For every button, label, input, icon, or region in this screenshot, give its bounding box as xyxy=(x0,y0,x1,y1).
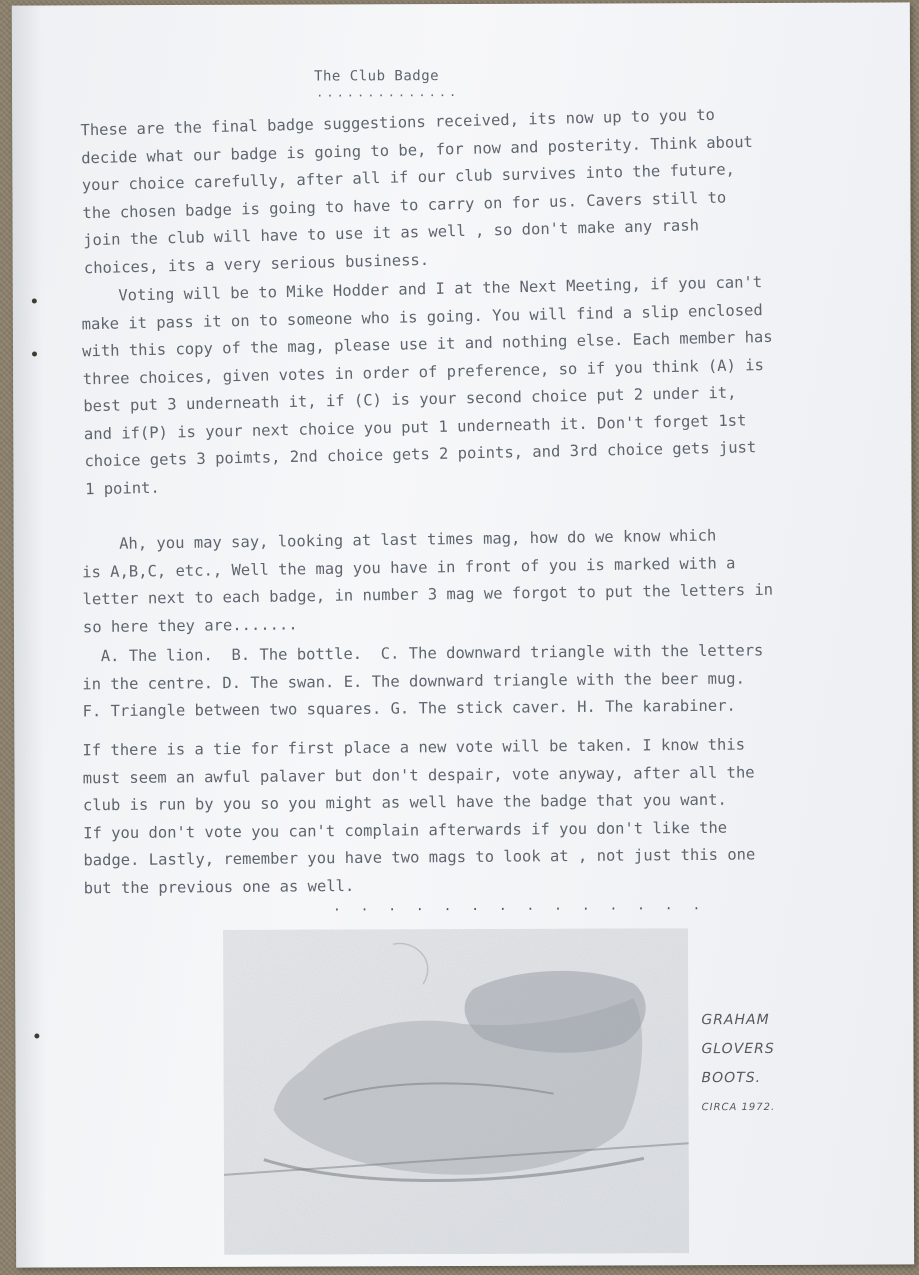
paragraph-intro: These are the final badge suggestions received, its now up to you to decide what our badge is going to be, for now and posterity. Think about your choice carefully, after all if our club survives into the future, the chosen badge is going to have to carry on for us. Cavers still to join the club will have to use it as well , so don't make any rash choices, its a very serious business. xyxy=(80,105,754,277)
caption-line: BOOTS. xyxy=(701,1069,762,1087)
caption-line: GRAHAM xyxy=(701,1011,770,1029)
caption-date: CIRCA 1972. xyxy=(701,1101,776,1114)
page-title: The Club Badge xyxy=(314,68,440,85)
paragraph-closing: If there is a tie for first place a new vote will be taken. I know this must seem an awful palaver but don't despair, vote anyway, after all the club is run by you so you might as well have the badge that you want. If you don't vote you can't complain afterwards if you don't like the badge. Lastly, remember you have two mags to look at , not just this one but the previous one as well. xyxy=(82,735,756,897)
dotted-divider: . . . . . . . . . . . . . . xyxy=(332,898,707,915)
caption-line: GLOVERS xyxy=(701,1040,775,1058)
document-page xyxy=(12,2,914,1267)
paragraph-letters: Ah, you may say, looking at last times mag, how do we know which is A,B,C, etc., Well the mag you have in front of you is marked with a letter next to each badge, in number 3 mag we forgot to put the letters in so here they are....... xyxy=(81,526,774,636)
boots-photo xyxy=(223,928,689,1255)
boot-top xyxy=(464,971,645,1053)
punch-hole xyxy=(32,298,37,303)
photo-caption xyxy=(701,1006,775,1122)
punch-hole xyxy=(34,1033,39,1038)
paragraph-badge-list: A. The lion. B. The bottle. C. The downward triangle with the letters in the centre. D. The swan. E. The downward triangle with the beer mug. F. Triangle between two squares. G. The stick caver. H. The karabiner. xyxy=(82,641,764,721)
paper-shading xyxy=(12,5,46,1267)
paragraph-voting: Voting will be to Mike Hodder and I at the Next Meeting, if you can't make it pass it on to someone who is going. You will find a slip enclosed with this copy of the mag, please use it and nothing else. Each member has three choices, given votes in order of preference, so if you think (A) is best put 3 underneath it, if (C) is your second choice put 2 under it, and if(P) is your next choice you put 1 underneath it. Don't forget 1st choice gets 3 poimts, 2nd choice gets 2 points, and 3rd choice gets just 1 point. xyxy=(80,273,773,498)
title-underline: .............. xyxy=(316,85,460,100)
punch-hole xyxy=(32,351,37,356)
